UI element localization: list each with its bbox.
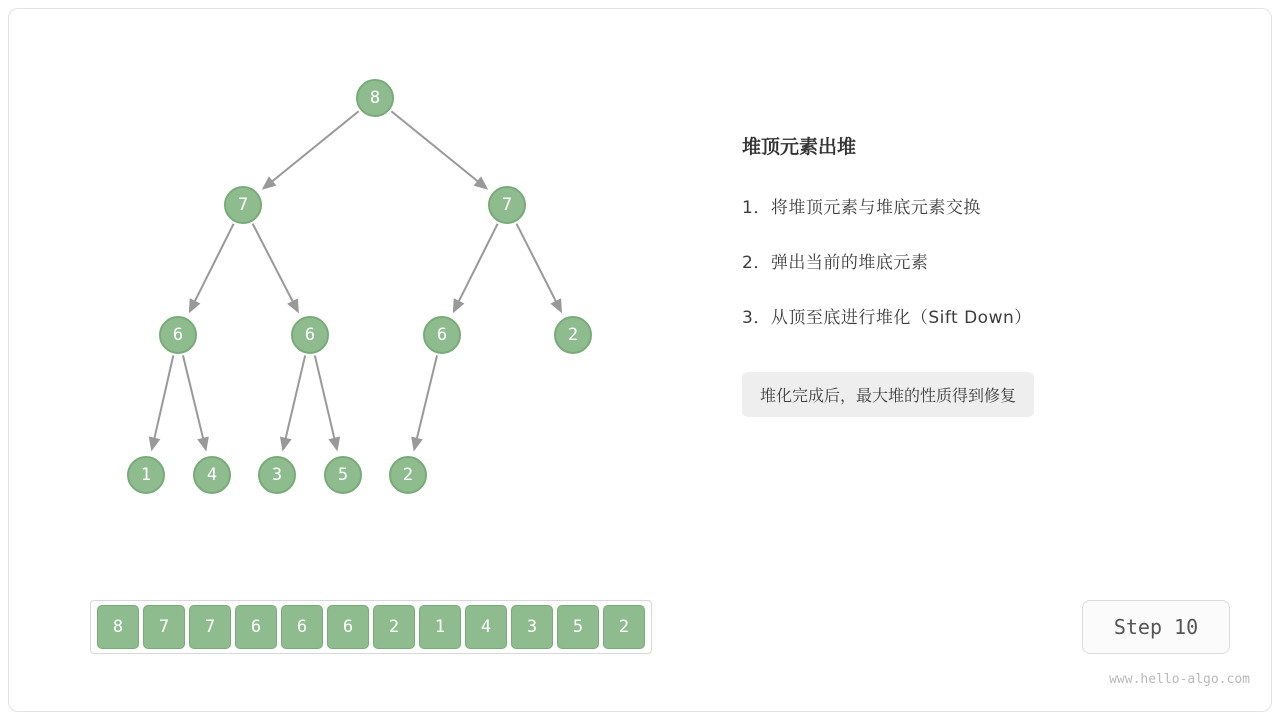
array-cell: 7 (143, 605, 185, 649)
explanation-panel (742, 132, 1212, 417)
tree-edge (391, 111, 486, 188)
array-representation (90, 600, 652, 654)
tree-node: 8 (356, 79, 394, 117)
tree-edge (264, 111, 359, 188)
tree-node: 6 (159, 316, 197, 354)
tree-edge (283, 355, 305, 448)
step-badge: Step 10 (1082, 600, 1230, 654)
step-line-3: 3．从顶至底进行堆化（Sift Down） (742, 308, 1032, 328)
step-line-1: 1．将堆顶元素与堆底元素交换 (742, 198, 981, 218)
tree-edge (454, 224, 498, 311)
tree-node: 5 (324, 456, 362, 494)
tree-node: 7 (488, 186, 526, 224)
array-cell: 5 (557, 605, 599, 649)
tree-edge (190, 224, 234, 311)
tree-node: 6 (423, 316, 461, 354)
tree-edge (517, 224, 561, 311)
tree-edge (152, 355, 173, 448)
page-title: 堆顶元素出堆 (742, 136, 857, 158)
tree-edge (414, 355, 437, 448)
array-cell: 4 (465, 605, 507, 649)
tree-node: 2 (554, 316, 592, 354)
tree-node: 1 (127, 456, 165, 494)
tree-edge (183, 355, 206, 448)
tree-edge (315, 355, 337, 448)
tree-edge (253, 224, 298, 311)
array-cell: 2 (373, 605, 415, 649)
array-cell: 3 (511, 605, 553, 649)
step-line-2: 2．弹出当前的堆底元素 (742, 253, 929, 273)
tree-node: 6 (291, 316, 329, 354)
array-cell: 6 (235, 605, 277, 649)
array-cell: 6 (281, 605, 323, 649)
tree-node: 7 (224, 186, 262, 224)
binary-tree-diagram (0, 0, 700, 560)
array-cell: 2 (603, 605, 645, 649)
result-note: 堆化完成后，最大堆的性质得到修复 (742, 372, 1034, 417)
tree-node: 3 (258, 456, 296, 494)
array-cell: 6 (327, 605, 369, 649)
tree-node: 4 (193, 456, 231, 494)
watermark: www.hello-algo.com (1109, 672, 1250, 687)
array-cell: 1 (419, 605, 461, 649)
tree-node: 2 (389, 456, 427, 494)
array-cell: 7 (189, 605, 231, 649)
array-cell: 8 (97, 605, 139, 649)
